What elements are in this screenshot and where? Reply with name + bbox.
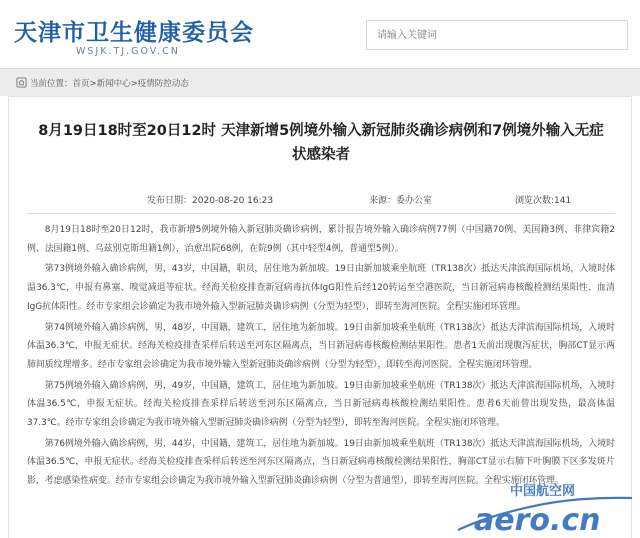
publish-date-value: 2020-08-20 16:23 xyxy=(192,196,274,206)
article-paragraph: 第76例境外输入确诊病例，男，44岁，中国籍，建筑工，居住地为新加坡。19日由新加坡乘坐航班（TR138次）抵达天津滨海国际机场，入境时体温36.5℃，申报无症状。经海关检疫排查采样后转送至河东区隔离点，当日新冠病毒核酸检测结果阳性，胸部CT显示右肺下叶胸膜下区多发斑片影，考虑感染性病变。经市专家组会诊确定为我市境外输入型新冠肺炎确诊病例（分型为普通型），即转至海河医院。全程实施闭环管理。 xyxy=(27,438,615,487)
publish-date xyxy=(147,193,273,206)
article-card xyxy=(8,96,632,538)
article-meta xyxy=(27,189,615,209)
watermark-cn-text: 中国航空网 xyxy=(510,484,576,499)
breadcrumb-home[interactable]: 首页 xyxy=(72,79,90,89)
meta-divider xyxy=(27,213,615,214)
watermark-en-text: aero.cn xyxy=(474,503,601,536)
site-logo-domain: WSJK.TJ.GOV.CN xyxy=(76,46,180,57)
breadcrumb-epidemic-updates[interactable]: 疫情防控动态 xyxy=(137,79,189,89)
site-header xyxy=(0,0,640,66)
source-label: 来源： xyxy=(369,196,397,206)
view-count xyxy=(515,193,571,206)
article-title: 8月19日18时至20日12时 天津新增5例境外输入新冠肺炎确诊病例和7例境外输入无症状感染者 xyxy=(38,123,604,163)
aero-cn-watermark xyxy=(452,480,638,536)
article-body xyxy=(27,221,615,493)
breadcrumb-prefix: 当前位置： xyxy=(30,79,73,89)
breadcrumb-separator: > xyxy=(89,79,97,89)
publish-date-label: 发布日期： xyxy=(147,196,193,206)
article-paragraph: 第75例境外输入确诊病例，男，49岁，中国籍，建筑工，居住地为新加坡。19日由新加坡乘坐航班（TR138次）抵达天津滨海国际机场，入境时体温36.5℃，申报无症状。经海关检疫排查采样后转送至河东区隔离点，当日新冠病毒核酸检测结果阳性。患者6天前曾出现发热，最高体温37.3℃。经市专家组会诊确定为我市境外输入型新冠肺炎确诊病例（分型为轻型），即转至海河医院。全程实施闭环管理。 xyxy=(27,380,615,429)
home-icon xyxy=(16,77,27,88)
breadcrumb xyxy=(30,77,189,89)
search-input[interactable] xyxy=(367,21,627,49)
article-source xyxy=(369,193,432,206)
views-value: 141 xyxy=(554,196,572,206)
breadcrumb-news-center[interactable]: 新闻中心 xyxy=(96,79,131,89)
article-paragraph: 第74例境外输入确诊病例，男，48岁，中国籍，建筑工，居住地为新加坡。19日由新加坡乘坐航班（TR138次）抵达天津滨海国际机场，入境时体温36.3℃，申报无症状。经海关检疫排查采样后转送至河东区隔离点，当日新冠病毒核酸检测结果阳性。患者1天前出现腹泻症状，胸部CT显示两肺间质纹理增多。经市专家组会诊确定为我市境外输入型新冠肺炎确诊病例（分型为轻型），即转至海河医院。全程实施闭环管理。 xyxy=(27,322,615,370)
article-paragraph: 第73例境外输入确诊病例，男，43岁，中国籍，职员，居住地为新加坡。19日由新加坡乘坐航班（TR138次）抵达天津滨海国际机场，入境时体温36.3℃，申报有鼻塞、嗅觉减退等症状。经海关检疫排查新冠病毒抗体IgG阳性后经120转运至空港医院，当日新冠病毒核酸检测结果阳性、血清IgG抗体阳性。经市专家组会诊确定为我市境外输入型新冠肺炎确诊病例（分型为轻型），即转至海河医院。全程实施闭环管理。 xyxy=(27,264,615,312)
article-paragraph: 8月19日18时至20日12时，我市新增5例境外输入新冠肺炎确诊病例，累计报告境外输入确诊病例77例（中国籍70例、美国籍3例、菲律宾籍2例、法国籍1例、乌兹别克斯坦籍1例），治愈出院68例，在院9例（其中轻型4例，普通型5例）。 xyxy=(27,225,615,254)
site-logo-title[interactable]: 天津市卫生健康委员会 xyxy=(14,20,254,46)
breadcrumb-bar xyxy=(0,68,640,96)
search-box[interactable] xyxy=(366,20,628,50)
views-label: 浏览次数: xyxy=(515,196,555,206)
source-value: 委办公室 xyxy=(396,196,433,206)
breadcrumb-separator: > xyxy=(130,79,138,89)
